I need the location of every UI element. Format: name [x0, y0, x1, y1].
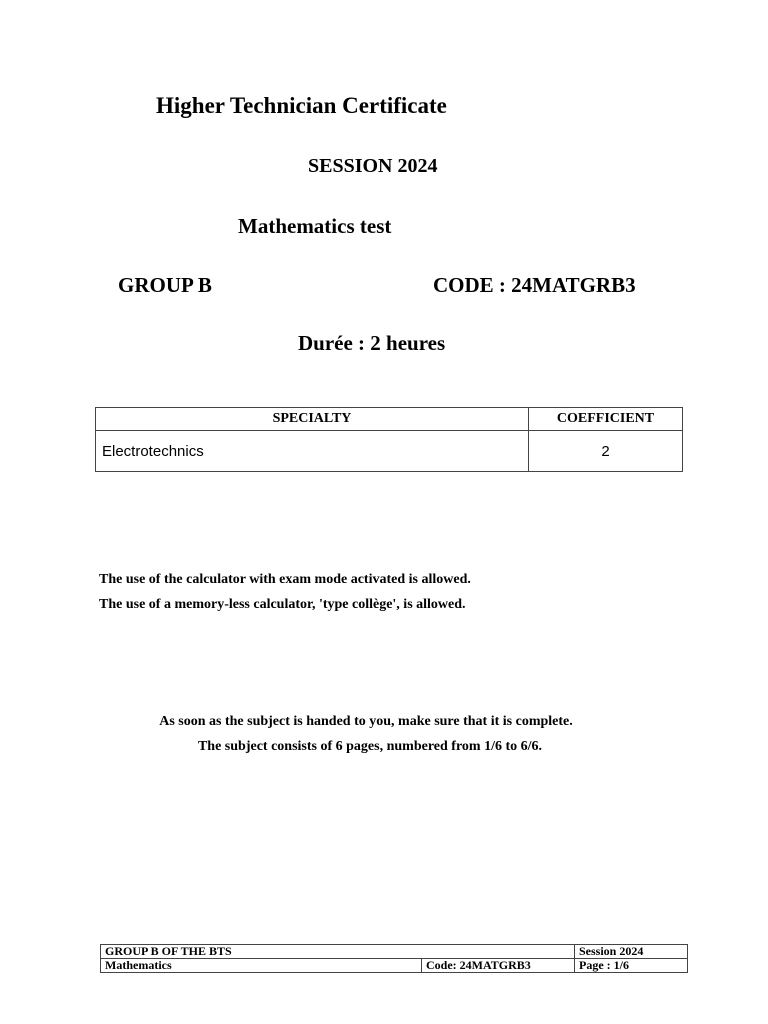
document-title: Higher Technician Certificate — [156, 93, 447, 118]
calculator-rule-exam-mode: The use of the calculator with exam mode activated is allowed. — [99, 572, 471, 587]
completeness-notice: As soon as the subject is handed to you, make sure that it is complete. — [159, 714, 573, 729]
coefficient-cell: 2 — [529, 431, 683, 472]
group-label: GROUP B — [118, 273, 212, 297]
footer-row — [101, 945, 688, 959]
page-count-notice: The subject consists of 6 pages, numbered from 1/6 to 6/6. — [197, 739, 543, 754]
session-label: SESSION 2024 — [308, 155, 438, 177]
code-label: CODE : 24MATGRB3 — [433, 273, 636, 297]
duration-label: Durée : 2 heures — [298, 331, 446, 355]
table-header-row — [96, 408, 683, 431]
footer-table — [100, 944, 688, 973]
specialty-cell: Electrotechnics — [96, 431, 529, 472]
footer-session: Session 2024 — [575, 945, 688, 959]
footer-page: Page : 1/6 — [575, 959, 688, 973]
specialty-table — [95, 407, 683, 472]
footer-row — [101, 959, 688, 973]
calculator-rule-memoryless: The use of a memory-less calculator, 'type collège', is allowed. — [99, 597, 466, 612]
test-name: Mathematics test — [238, 214, 392, 238]
specialty-header: SPECIALTY — [96, 408, 529, 431]
footer-subject: Mathematics — [101, 959, 422, 973]
coefficient-header: COEFFICIENT — [529, 408, 683, 431]
footer-group: GROUP B OF THE BTS — [101, 945, 575, 959]
footer-code: Code: 24MATGRB3 — [422, 959, 575, 973]
table-row — [96, 431, 683, 472]
